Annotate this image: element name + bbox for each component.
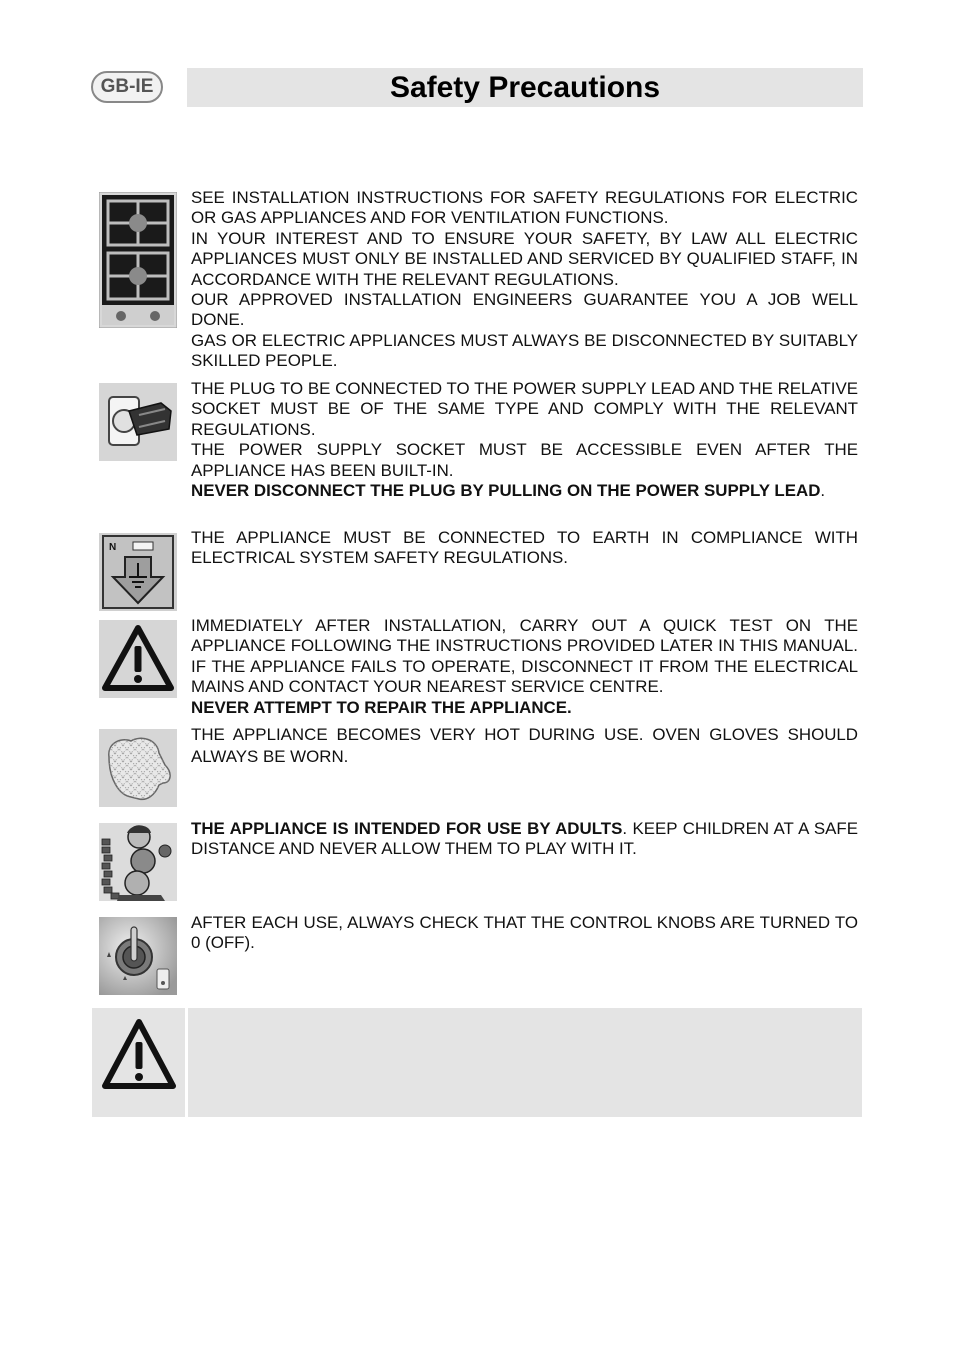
earth-icon-label: N — [109, 542, 117, 553]
installation-paragraph: OUR APPROVED INSTALLATION ENGINEERS GUARANTEE YOU A JOB WELL DONE. — [191, 290, 858, 330]
installation-paragraph: IN YOUR INTEREST AND TO ENSURE YOUR SAFETY, BY LAW ALL ELECTRIC APPLIANCES MUST ONLY BE INSTALLED AND SERVICED BY QUALIFIED STAFF, IN ACCORDANCE WITH THE RELEVANT REGULATIONS. — [191, 228, 858, 289]
warning-box — [92, 1008, 862, 1117]
knobs-paragraph: AFTER EACH USE, ALWAYS CHECK THAT THE CONTROL KNOBS ARE TURNED TO 0 (OFF). — [191, 913, 858, 953]
plug-warning — [191, 481, 858, 501]
installation-paragraph: SEE INSTALLATION INSTRUCTIONS FOR SAFETY REGULATIONS FOR ELECTRIC OR GAS APPLIANCES AND FOR VENTILATION FUNCTIONS. — [191, 188, 858, 228]
children-rest: . KEEP CHILDREN AT A SAFE DISTANCE AND NEVER ALLOW THEM TO PLAY WITH IT. — [191, 819, 858, 859]
test-warning — [191, 698, 858, 718]
oven-glove-icon — [99, 729, 177, 807]
installation-text — [191, 188, 858, 372]
warning-triangle-icon — [99, 620, 177, 698]
plug-warning-end: . — [820, 481, 826, 501]
test-paragraph: IMMEDIATELY AFTER INSTALLATION, CARRY OUT A QUICK TEST ON THE APPLIANCE FOLLOWING THE INSTRUCTIONS PROVIDED LATER IN THIS MANUAL. IF THE APPLIANCE FAILS TO OPERATE, DISCONNECT IT FROM THE ELECTRICAL MAINS AND CONTACT YOUR NEAREST SERVICE CENTRE. — [191, 616, 858, 697]
plug-text — [191, 379, 858, 501]
page-title: Safety Precautions — [187, 68, 863, 107]
control-knob-icon — [99, 917, 177, 995]
children-text — [191, 819, 858, 860]
children-bold: THE APPLIANCE IS INTENDED FOR USE BY ADULTS — [191, 819, 623, 838]
gas-hob-icon — [99, 192, 177, 328]
plug-socket-icon — [99, 383, 177, 461]
installation-paragraph: GAS OR ELECTRIC APPLIANCES MUST ALWAYS BE DISCONNECTED BY SUITABLY SKILLED PEOPLE. — [191, 330, 858, 371]
language-badge: GB-IE — [91, 71, 163, 103]
plug-warning-bold: NEVER DISCONNECT THE PLUG BY PULLING ON THE POWER SUPPLY LEAD — [191, 481, 821, 501]
earth-ground-icon — [99, 533, 177, 611]
hot-paragraph: THE APPLIANCE BECOMES VERY HOT DURING USE. OVEN GLOVES SHOULD ALWAYS BE WORN. — [191, 725, 858, 766]
plug-paragraph: THE PLUG TO BE CONNECTED TO THE POWER SUPPLY LEAD AND THE RELATIVE SOCKET MUST BE OF THE SAME TYPE AND COMPLY WITH THE RELEVANT REGULATIONS. — [191, 379, 858, 439]
children-paragraph — [191, 819, 858, 860]
plug-paragraph: THE POWER SUPPLY SOCKET MUST BE ACCESSIBLE EVEN AFTER THE APPLIANCE HAS BEEN BUILT-IN. — [191, 440, 858, 480]
earth-paragraph: THE APPLIANCE MUST BE CONNECTED TO EARTH IN COMPLIANCE WITH ELECTRICAL SYSTEM SAFETY REGULATIONS. — [191, 528, 858, 568]
knobs-text — [191, 913, 858, 954]
children-icon — [99, 823, 177, 901]
test-text — [191, 616, 858, 718]
earth-text — [191, 528, 858, 569]
warning-triangle-icon — [100, 1016, 178, 1094]
test-warning-bold: NEVER ATTEMPT TO REPAIR THE APPLIANCE. — [191, 697, 572, 717]
warning-box-divider — [185, 1008, 188, 1117]
hot-text — [191, 724, 858, 768]
